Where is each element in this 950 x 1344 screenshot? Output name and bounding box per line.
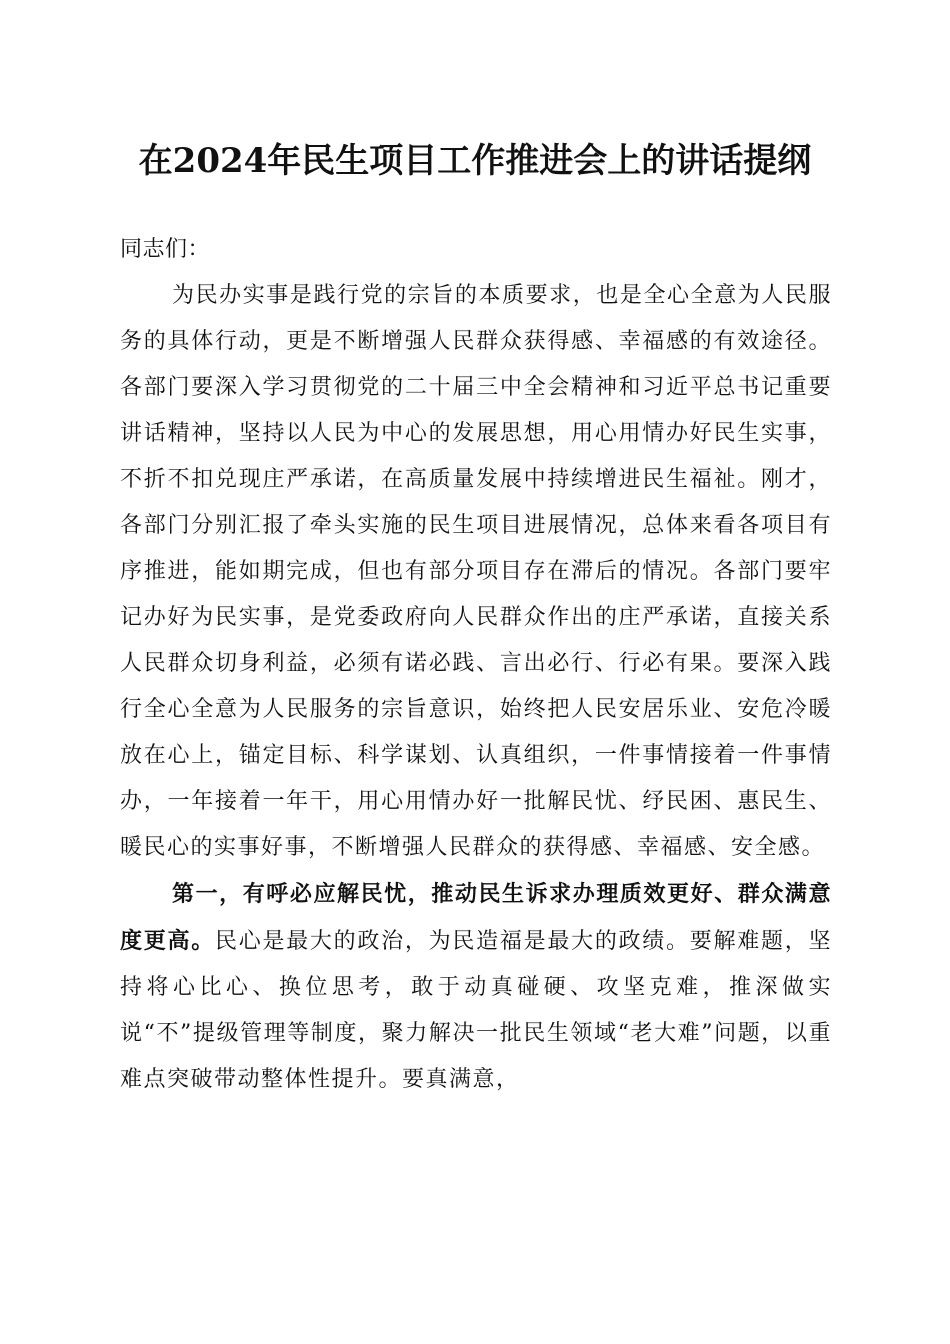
paragraph-1: 为民办实事是践行党的宗旨的本质要求，也是全心全意为人民服务的具体行动，更是不断增强人民群众获得感、幸福感的有效途径。各部门要深入学习贯彻党的二十届三中全会精神和习近平总书记重要讲话精神，坚持以人民为中心的发展思想，用心用情办好民生实事，不折不扣兑现庄严承诺，在高质量发展中持续增进民生福祉。刚才，各部门分别汇报了牵头实施的民生项目进展情况，总体来看各项目有序推进，能如期完成，但也有部分项目存在滞后的情况。各部门要牢记办好为民实事，是党委政府向人民群众作出的庄严承诺，直接关系人民群众切身利益，必须有诺必践、言出必行、行必有果。要深入践行全心全意为人民服务的宗旨意识，始终把人民安居乐业、安危冷暖放在心上，锚定目标、科学谋划、认真组织，一件事情接着一件事情办，一年接着一年干，用心用情办好一批解民忧、纾民困、惠民生、暖民心的实事好事，不断增强人民群众的获得感、幸福感、安全感。 xyxy=(120,283,832,860)
paragraph-2-lead: 第一，有呼必应解民忧，推动民生诉求办理质效更好、群众满意度更高。 xyxy=(120,881,832,954)
paragraph-2-rest: 民心是最大的政治，为民造福是最大的政绩。要解难题，坚持将心比心、换位思考，敢于动真碰硬、攻坚克难，推深做实说“不”提级管理等制度，聚力解决一批民生领域“老大难”问题，以重难点突破带动整体性提升。要真满意， xyxy=(120,929,832,1092)
paragraph-2 xyxy=(120,871,832,1103)
greeting: 同志们： xyxy=(120,237,211,262)
document-title: 在2024年民生项目工作推进会上的讲话提纲 xyxy=(138,141,812,181)
document-body xyxy=(120,227,832,1103)
